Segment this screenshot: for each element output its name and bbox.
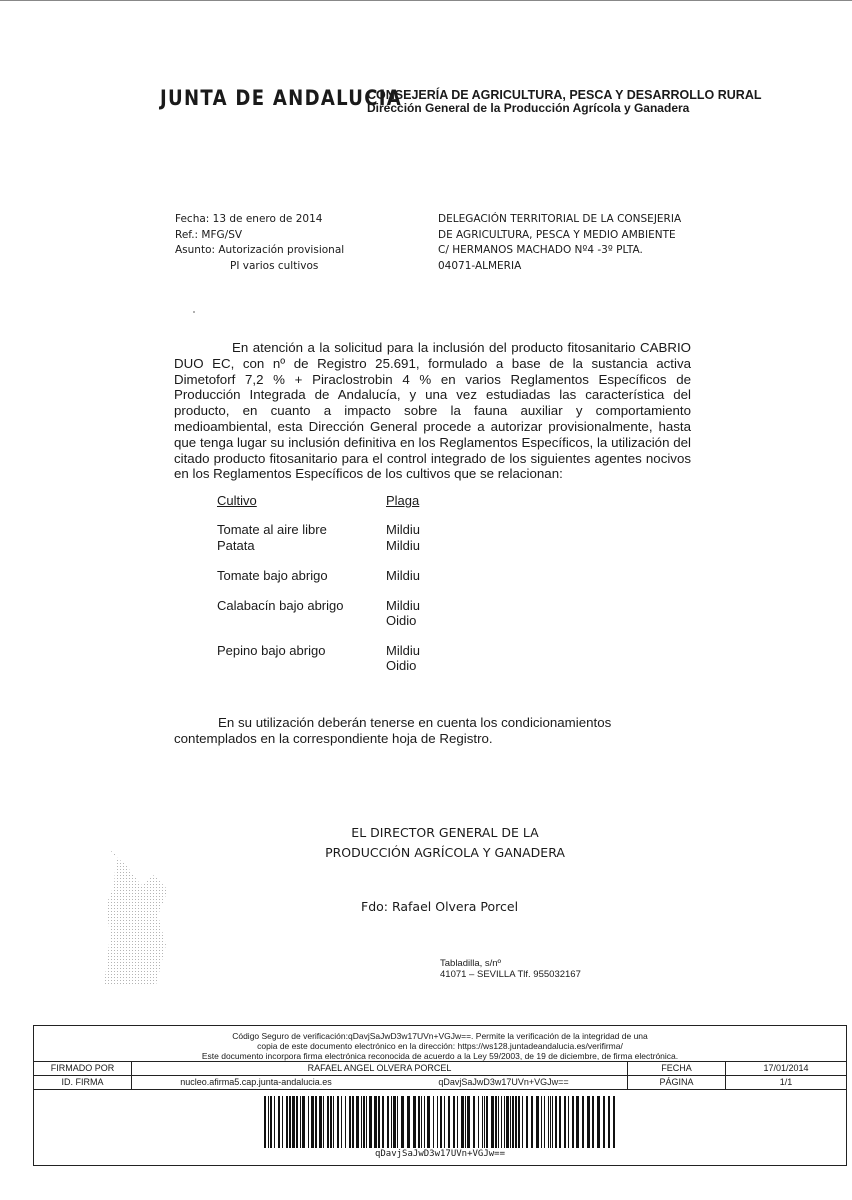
table-pest: Oidio: [386, 613, 417, 628]
barcode-bar: [437, 1096, 438, 1148]
barcode-bar: [498, 1096, 499, 1148]
page-number: 1/1: [779, 1077, 793, 1087]
signer-name: RAFAEL ANGEL OLVERA PORCEL: [132, 1062, 628, 1075]
barcode-bar: [613, 1096, 615, 1148]
barcode-bar: [512, 1096, 514, 1148]
barcode-bar: [484, 1096, 485, 1148]
signatory-title: EL DIRECTOR GENERAL DE LA: [351, 825, 539, 840]
office-street: Tabladilla, s/nº: [440, 958, 502, 969]
barcode-bar: [457, 1096, 458, 1148]
barcode-bar: [501, 1096, 502, 1148]
signature-server: nucleo.afirma5.cap.junta-andalucia.es: [180, 1077, 332, 1087]
barcode-bar: [296, 1096, 298, 1148]
signed-by-label: FIRMADO POR: [34, 1062, 132, 1075]
barcode-bar: [401, 1096, 404, 1148]
barcode-bar: [424, 1096, 425, 1148]
barcode-bar: [413, 1096, 416, 1148]
barcode-bar: [461, 1096, 464, 1148]
barcode-bar: [337, 1096, 339, 1148]
reference-line: Ref.: MFG/SV: [175, 228, 243, 241]
barcode-bar: [333, 1096, 334, 1148]
barcode-bar: [465, 1096, 466, 1148]
barcode-bar: [311, 1096, 314, 1148]
barcode-bar: [576, 1096, 579, 1148]
recipient-line: C/ HERMANOS MACHADO Nº4 -3º PLTA.: [438, 244, 643, 256]
recipient-line: DELEGACIÓN TERRITORIAL DE LA CONSEJERIA: [438, 213, 682, 225]
barcode-bar: [486, 1096, 488, 1148]
table-crop: Patata: [217, 538, 255, 553]
barcode-bar: [453, 1096, 455, 1148]
barcode-bar: [378, 1096, 380, 1148]
faded-stamp: [96, 845, 186, 990]
scan-speck: [193, 311, 195, 313]
signature-id-row: [34, 1076, 846, 1090]
barcode-bar: [518, 1096, 520, 1148]
barcode-bar: [286, 1096, 288, 1148]
barcode-bar: [559, 1096, 561, 1148]
barcode-bar: [369, 1096, 372, 1148]
barcode-bar: [302, 1096, 305, 1148]
barcode-bar: [550, 1096, 551, 1148]
verification-line: copia de este documento electrónico en la dirección: https://ws128.juntadeandalucia.es/verifirma/: [257, 1041, 623, 1051]
barcode-bar: [397, 1096, 398, 1148]
table-pest: Mildiu: [386, 522, 420, 537]
barcode-bar: [478, 1096, 479, 1148]
barcode-bar: [564, 1096, 566, 1148]
date-label: FECHA: [628, 1062, 726, 1075]
barcode-bar: [526, 1096, 528, 1148]
barcode-bar: [361, 1096, 362, 1148]
barcode-bar: [345, 1096, 346, 1148]
barcode-bar: [289, 1096, 291, 1148]
barcode-text: qDavjSaJwD3w17UVn+VGJw==: [374, 1149, 506, 1159]
letter-meta: [175, 212, 344, 274]
barcode-bar: [473, 1096, 475, 1148]
barcode-bar: [495, 1096, 497, 1148]
date-line: Fecha: 13 de enero de 2014: [175, 213, 323, 225]
barcode-bar: [278, 1096, 280, 1148]
barcode-bar: [440, 1096, 442, 1148]
barcode-bar: [282, 1096, 283, 1148]
office-contact: [440, 958, 581, 980]
closing-text: En su utilización deberán tenerse en cuenta los condicionamientos contemplados en la correspondiente hoja de Registro.: [174, 715, 612, 746]
barcode-bar: [491, 1096, 494, 1148]
verification-code: qDavjSaJwD3w17UVn+VGJw==: [380, 1076, 628, 1089]
barcode-bar: [319, 1096, 322, 1148]
signed-by: Fdo: Rafael Olvera Porcel: [361, 899, 519, 914]
barcode-bar: [552, 1096, 553, 1148]
barcode-bar: [536, 1096, 539, 1148]
barcode-bar: [391, 1096, 392, 1148]
barcode-bar: [603, 1096, 605, 1148]
barcode-bar: [356, 1096, 359, 1148]
barcode-bar: [467, 1096, 470, 1148]
verification-notice: [34, 1026, 846, 1062]
recipient-line: 04071-ALMERIA: [438, 259, 522, 272]
barcode-bar: [330, 1096, 332, 1148]
table-pest: Mildiu: [386, 643, 420, 658]
junta-logo: JUNTA DE ANDALUCIA: [160, 86, 403, 110]
barcode-bar: [582, 1096, 584, 1148]
barcode-bar: [482, 1096, 483, 1148]
barcode-bar: [270, 1096, 272, 1148]
table-crop: Tomate bajo abrigo: [217, 568, 328, 583]
barcode-bar: [504, 1096, 505, 1148]
table-pest: Mildiu: [386, 568, 420, 583]
barcode-bar: [597, 1096, 600, 1148]
table-pest: Mildiu: [386, 538, 420, 553]
closing-paragraph: [174, 715, 694, 747]
barcode-bar: [323, 1096, 324, 1148]
table-pest: Mildiu: [386, 598, 420, 613]
letterhead: [367, 89, 761, 115]
barcode: [264, 1096, 619, 1148]
barcode-bar: [363, 1096, 365, 1148]
directorate-name: Dirección General de la Producción Agrícola y Ganadera: [367, 101, 690, 115]
barcode-bar: [366, 1096, 367, 1148]
barcode-bar: [393, 1096, 396, 1148]
barcode-bar: [341, 1096, 342, 1148]
recipient-address: [438, 212, 681, 274]
table-pest: Oidio: [386, 658, 417, 673]
barcode-bar: [572, 1096, 574, 1148]
barcode-bar: [568, 1096, 569, 1148]
table-header-crop: Cultivo: [217, 493, 257, 508]
barcode-bar: [427, 1096, 430, 1148]
signature-verification-box: [33, 1025, 847, 1166]
signatory-block: [300, 823, 590, 863]
signatory-title: PRODUCCIÓN AGRÍCOLA Y GANADERA: [325, 845, 565, 860]
barcode-bar: [300, 1096, 301, 1148]
barcode-bar: [407, 1096, 410, 1148]
barcode-bar: [608, 1096, 610, 1148]
scan-top-edge: [0, 0, 852, 1]
barcode-bar: [448, 1096, 450, 1148]
barcode-bar: [587, 1096, 590, 1148]
barcode-bar: [374, 1096, 377, 1148]
barcode-bar: [555, 1096, 557, 1148]
barcode-bar: [327, 1096, 329, 1148]
table-crop: Pepino bajo abrigo: [217, 643, 326, 658]
barcode-bar: [548, 1096, 549, 1148]
table-crop: Calabacín bajo abrigo: [217, 598, 344, 613]
department-name: CONSEJERÍA DE AGRICULTURA, PESCA Y DESARROLLO RURAL: [367, 88, 762, 102]
barcode-bar: [444, 1096, 445, 1148]
signature-id-label: ID. FIRMA: [34, 1076, 132, 1089]
barcode-bar: [522, 1096, 523, 1148]
barcode-bar: [544, 1096, 545, 1148]
barcode-bar: [515, 1096, 517, 1148]
page-label: PÁGINA: [628, 1076, 726, 1089]
subject-line: Asunto: Autorización provisional: [175, 244, 345, 256]
barcode-bar: [352, 1096, 354, 1148]
barcode-bar: [274, 1096, 275, 1148]
barcode-bar: [592, 1096, 594, 1148]
signed-by-row: [34, 1062, 846, 1076]
table-header-pest: Plaga: [386, 493, 420, 508]
table-crop: Tomate al aire libre: [217, 522, 327, 537]
barcode-bar: [308, 1096, 309, 1148]
subject-continuation: PI varios cultivos: [230, 259, 319, 272]
verification-line: Código Seguro de verificación:qDavjSaJwD3w17UVn+VGJw==. Permite la verificación de la integridad de una: [232, 1031, 648, 1041]
barcode-bar: [268, 1096, 269, 1148]
body-text: En atención a la solicitud para la inclusión del producto fitosanitario CABRIO DUO EC, con nº de Registro 25.691, formulado a base de la sustancia activa Dimetoforf 7,2 % + Piraclostrobin 4 % en varios Reglamentos Específicos de Producción Integrada de Andalucía, y una vez estudiadas las característica del producto, en cuanto a impacto sobre la fauna auxiliar y comportamiento medioambiental, esta Dirección General procede a autorizar provisionalmente, hasta que tenga lugar su inclusión definitiva en los Reglamentos Específicos, la utilización del citado producto fitosanitario para el control integrado de los siguientes agentes nocivos en los Reglamentos Específicos de los cultivos que se relacionan:: [174, 340, 691, 482]
office-city-phone: 41071 – SEVILLA Tlf. 955032167: [440, 969, 581, 980]
verification-line: Este documento incorpora firma electrónica reconocida de acuerdo a la Ley 59/2003, de 19 de diciembre, de firma electrónica.: [201, 1051, 679, 1061]
barcode-bar: [421, 1096, 422, 1148]
signature-date: 17/01/2014: [763, 1063, 809, 1073]
recipient-line: DE AGRICULTURA, PESCA Y MEDIO AMBIENTE: [438, 228, 676, 241]
barcode-bar: [531, 1096, 533, 1148]
barcode-bar: [506, 1096, 509, 1148]
barcode-bar: [382, 1096, 384, 1148]
barcode-bar: [418, 1096, 420, 1148]
barcode-bar: [387, 1096, 389, 1148]
barcode-bar: [349, 1096, 351, 1148]
barcode-bar: [510, 1096, 511, 1148]
barcode-bar: [433, 1096, 434, 1148]
barcode-bar: [264, 1096, 266, 1148]
body-paragraph: [174, 340, 691, 482]
barcode-bar: [315, 1096, 317, 1148]
barcode-bar: [292, 1096, 295, 1148]
barcode-bar: [541, 1096, 542, 1148]
